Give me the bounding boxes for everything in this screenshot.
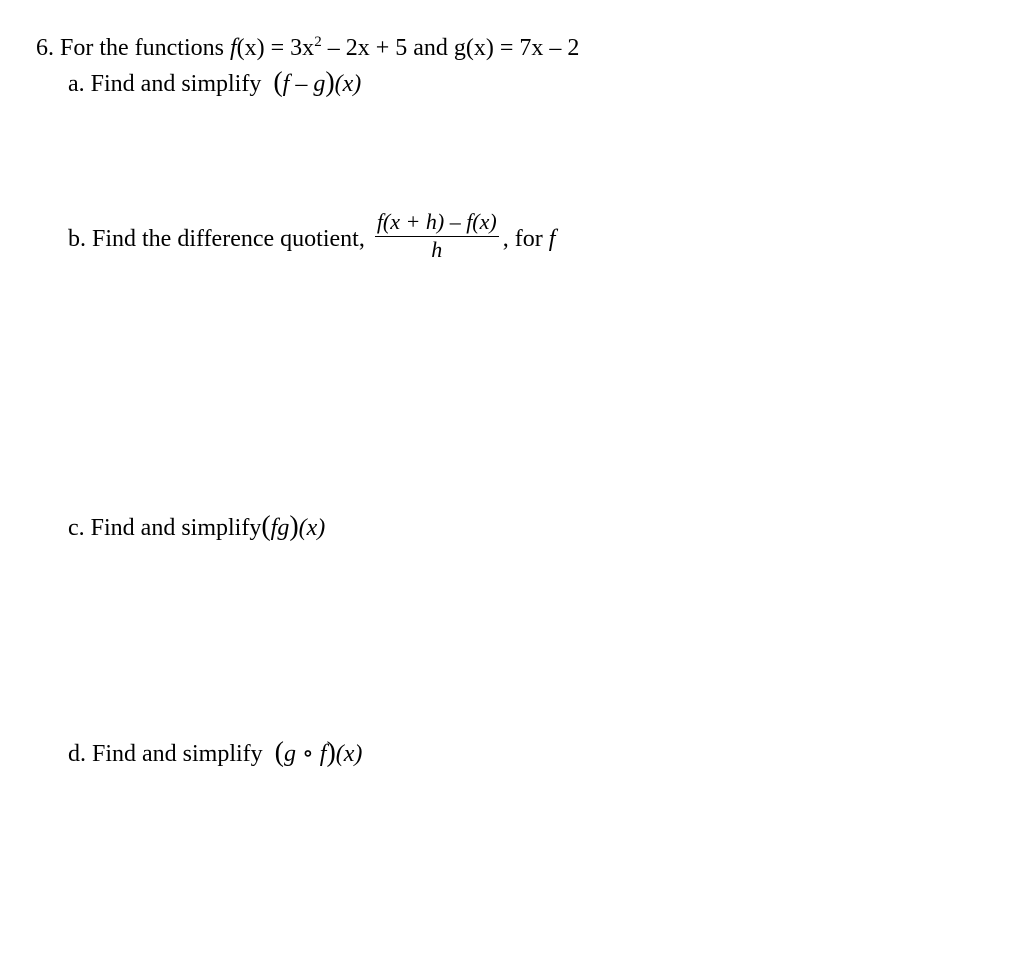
part-c-text: Find and simplify [90, 515, 262, 541]
part-d-inner: g ∘ f [284, 741, 327, 767]
part-a-close-paren: ) [325, 67, 335, 98]
g-definition: g(x) = 7x – 2 [453, 35, 580, 61]
part-c-arg: (x) [298, 515, 326, 541]
part-a-arg: (x) [334, 71, 362, 97]
part-c [68, 512, 325, 543]
part-d-open-paren: ( [274, 737, 284, 768]
part-d-text: Find and simplify [92, 741, 263, 767]
part-c-inner: fg [270, 515, 290, 541]
f-rest: – 2x + 5 [321, 35, 408, 61]
and-word: and [413, 35, 448, 61]
part-a-open-paren: ( [273, 67, 283, 98]
question-number: 6. [36, 35, 54, 61]
part-b-label: b. [68, 226, 86, 253]
f-arg: (x) [236, 35, 265, 61]
difference-quotient-fraction [375, 210, 499, 263]
part-c-close-paren: ) [289, 511, 299, 542]
part-b-text: Find the difference quotient, [92, 226, 365, 253]
question-header [36, 33, 579, 63]
part-a [68, 68, 361, 99]
part-d-label: d. [68, 741, 86, 767]
f-name: f [229, 35, 237, 61]
part-c-open-paren: ( [261, 511, 271, 542]
part-b-for-var: f [548, 226, 556, 253]
f-equation: = 3x [264, 35, 315, 61]
part-b [68, 209, 556, 267]
part-c-label: c. [68, 515, 85, 541]
part-a-text: Find and simplify [90, 71, 262, 97]
part-a-label: a. [68, 71, 85, 97]
f-exponent: 2 [314, 34, 322, 50]
part-d-close-paren: ) [326, 737, 336, 768]
part-d-arg: (x) [335, 741, 363, 767]
fraction-numerator: f(x + h) – f(x) [375, 210, 499, 237]
part-d [68, 738, 362, 769]
fraction-denominator: h [431, 237, 443, 262]
part-b-suffix: , for [502, 226, 543, 253]
part-a-inner: f – g [282, 71, 326, 97]
question-intro: For the functions [60, 35, 224, 61]
